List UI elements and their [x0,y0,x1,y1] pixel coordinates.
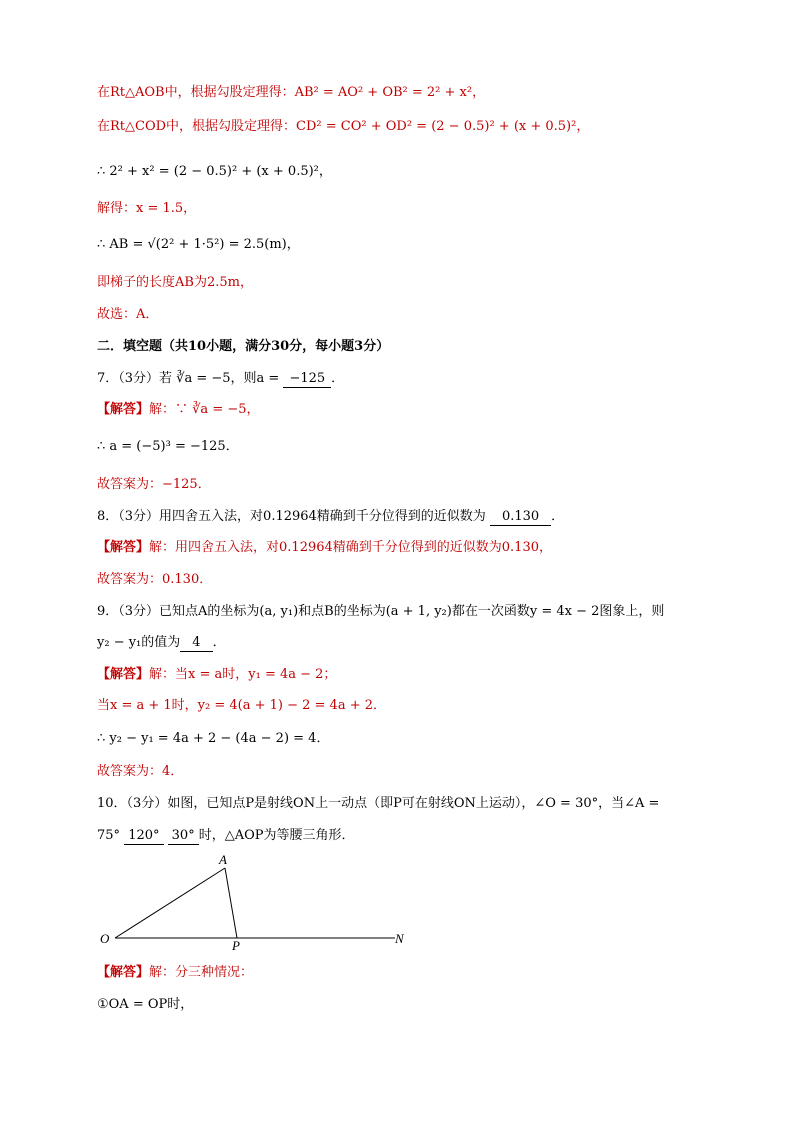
question-7-text: 7．（3分）若 ∛a = −5，则a = [97,371,284,386]
question-7 [97,370,344,388]
question-8 [97,508,564,526]
question-10-line-1: 10．（3分）如图，已知点P是射线ON上一动点（即P可在射线ON上运动），∠O = 30°，当∠A = [97,796,660,811]
answer-9-line-1 [97,666,336,684]
answer-8-line-2: 故答案为：0.130． [97,572,213,587]
solution-line-7: 故选：A． [97,307,159,322]
question-10-answer-1: 75° [97,828,121,843]
question-9-line-2 [97,634,226,652]
label-o: O [100,931,110,946]
question-9-line-1: 9．（3分）已知点A的坐标为(a, y₁)和点B的坐标为(a + 1, y₂)都在一次函数y = 4x − 2图象上，则 [97,604,665,619]
answer-7-line-2: ∴ a = (−5)³ = −125． [97,439,239,454]
answer-tag: 【解答】 [97,667,150,682]
question-8-answer: 0.130 [490,509,551,526]
answer-7-line-1 [97,401,260,419]
question-10-end: 时，△AOP为等腰三角形． [198,828,355,843]
answer-10-line-1 [97,964,253,982]
answer-7-text-1: 解：∵ ∛a = −5， [149,402,260,417]
label-n: N [395,931,404,946]
question-7-end: ． [331,371,345,386]
question-10-answer-2: 120° [124,828,163,845]
question-8-text: 8．（3分）用四舍五入法，对0.12964精确到千分位得到的近似数为 [97,509,486,524]
question-9-end: ． [212,635,226,650]
answer-8-text-1: 解：用四舍五入法，对0.12964精确到千分位得到的近似数为0.130， [149,540,552,555]
section-heading: 二．填空题（共10小题，满分30分，每小题3分） [97,339,390,354]
answer-10-text-1: 解：分三种情况： [149,965,254,980]
answer-9-text-1: 解：当x = a时，y₁ = 4a − 2； [149,667,337,682]
answer-tag: 【解答】 [97,540,150,555]
solution-line-5: ∴ AB = √(2² + 1·5²) = 2.5(m)， [97,237,300,252]
solution-line-3: ∴ 2² + x² = (2 − 0.5)² + (x + 0.5)²， [97,164,332,179]
question-9-text: y₂ − y₁的值为 [97,635,181,650]
segment-oa [115,868,225,938]
label-a: A [219,852,227,867]
solution-line-4: 解得：x = 1.5， [97,201,197,216]
question-10-answer-3: 30° [168,828,199,845]
answer-10-line-2: ①OA = OP时， [97,997,194,1012]
solution-line-6: 即梯子的长度AB为2.5m， [97,275,253,290]
answer-9-line-2: 当x = a + 1时，y₂ = 4(a + 1) − 2 = 4a + 2． [97,698,387,713]
label-p: P [232,938,240,953]
triangle-figure [95,848,415,953]
segment-ap [225,868,237,938]
answer-9-line-3: ∴ y₂ − y₁ = 4a + 2 − (4a − 2) = 4． [97,731,330,746]
answer-8-line-1 [97,539,552,557]
question-9-answer: 4 [180,635,212,652]
question-10-line-2 [97,827,355,845]
answer-9-line-4: 故答案为：4． [97,764,184,779]
answer-7-line-3: 故答案为：−125． [97,477,211,492]
question-7-answer: −125 [283,371,331,388]
answer-tag: 【解答】 [97,402,150,417]
solution-line-2: 在Rt△COD中，根据勾股定理得：CD² = CO² + OD² = (2 − 0.5)² + (x + 0.5)²， [97,119,590,134]
solution-line-1: 在Rt△AOB中，根据勾股定理得：AB² = AO² + OB² = 2² + x²， [97,85,486,100]
question-8-end: ． [551,509,565,524]
answer-tag: 【解答】 [97,965,150,980]
